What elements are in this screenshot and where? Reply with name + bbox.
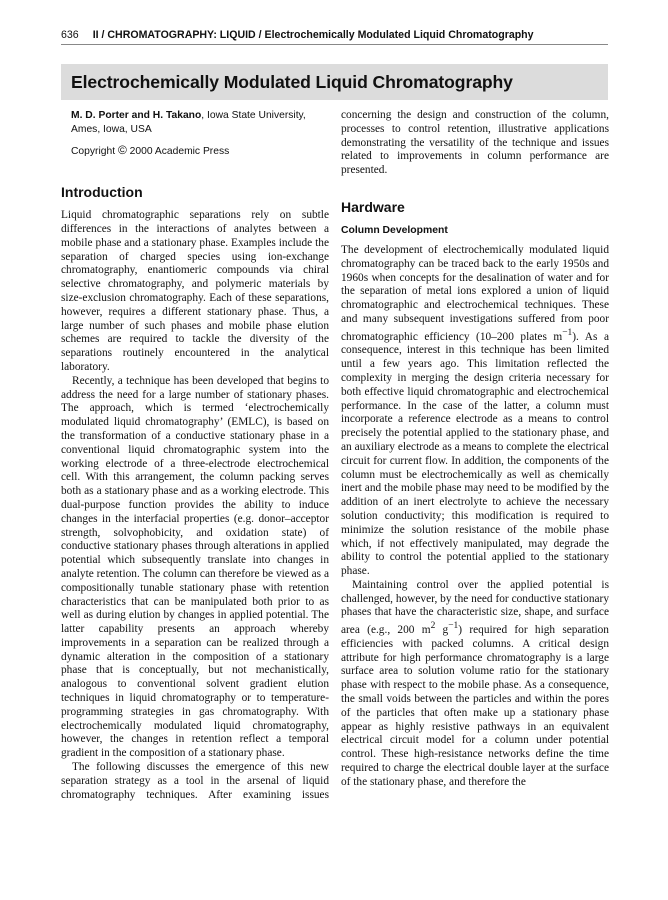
intro-paragraph-3-continued: concerning the design and construction of the column, processes to control retention, illustrative applications demonstrating the versatility of the technique and issues related to improvements in column performance are presented.: [341, 109, 609, 177]
copyright-text: 2000 Academic Press: [129, 146, 230, 158]
subsection-heading-column-development: Column Development: [341, 224, 448, 236]
hardware-p1-text-a: The development of electrochemically modulated liquid chromatography can be traced back to the early 1950s and 1960s when concepts for the desalination of water and for the separation of metal ions explored a union of liquid chromatographic and electrochemical techniques. These and many subsequent investigations suffered from poor chromatographic efficiency (10–200 plates m: [341, 243, 609, 343]
hardware-p1-text-b: ). As a consequence, interest in this technique has been limited until a few years ago. This limitation reflected the complexity in merging the design criteria necessary for both effective liquid chromatographic and electrochemical performance. In the case of the latter, a column must incorporate a reference electrode as a means to control precisely the potential applied to the stationary phase, and an auxiliary electrode as a means to complete the electrical circuit for current flow. In addition, the components of the column must be electrochemically as well as chemically inert and the mobile phase may need to be modified by the addition of an inert electrolyte to achieve the necessary solution conductivity; this modification is required to minimize the solution resistance of the mobile phase which, if not effectively manipulated, may degrade the ability to control the potential applied to the stationary phase.: [341, 330, 609, 578]
author-block: [71, 109, 329, 136]
left-column: [61, 109, 329, 802]
article-title-band: [61, 64, 608, 100]
author-names: M. D. Porter and H. Takano: [71, 110, 202, 121]
right-column: [341, 109, 609, 790]
copyright-line: [71, 143, 329, 157]
section-heading-hardware: Hardware: [341, 198, 405, 215]
intro-paragraph-2: Recently, a technique has been developed that begins to address the need for a large number of stationary phases. The approach, which is termed ‘electrochemically modulated liquid chromatography’ (EMLC), is based on the transformation of a conductive stationary phase in a conventional liquid chromatographic system into the working electrode of a three-electrode electrochemical cell. With this arrangement, the column packing serves both as a stationary phase and as a working electrode. This dual-purpose function provides the ability to induce changes in the interfacial properties (e.g. donor–acceptor strength, solvophobicity, and oxidation state) of conductive stationary phases through alterations in applied potential which subsequently translate into changes in analyte retention. The column can therefore be viewed as a compositionally tunable stationary phase with retention characteristics that can be manipulated both prior to as well as during elution by changes in applied potential. The latter capability presents an approach whereby improvements in a separation can be realized through a dynamic alteration in the composition of a stationary phase that is conceptually, but not mechanistically, analogous to conventional solvent gradient elution techniques in liquid chromatography or to temperature-programming strategies in gas chromatography. With electrochemically modulated liquid chromatography, however, the changes in retention reflect a temporal gradient in the composition of a stationary phase.: [61, 374, 329, 760]
section-heading-introduction: Introduction: [61, 184, 143, 201]
intro-paragraph-3: The following discusses the emergence of this new separation strategy as a tool in the arsenal of liquid chromatography techniques. After examining issues: [61, 761, 329, 801]
hardware-p2-text-b: ) required for high separation efficiencies with packed columns. A critical design attribute for high performance chromatography is a large surface area to solution volume ratio for the stationary phase with respect to the mobile phase. As a consequence, the small voids between the particles and within the pores of the particles that often make up a stationary phase appear as highly resistive pathways in an equivalent electrical circuit model for a column under potential control. These high-resistance networks define the time required to charge the electrical double layer at the surface of the stationary phase, and therefore the: [341, 624, 609, 788]
hardware-p2-text-a: Maintaining control over the applied potential is challenged, however, by the need for conductive stationary phases that have the characteristic size, shape, and surface area (e.g., 200 m: [341, 578, 609, 637]
hardware-paragraph-2: [341, 579, 609, 790]
author-affiliation: , Iowa State University, Ames, Iowa, USA: [71, 110, 306, 135]
hardware-p2-unit-exponent-1: 2: [430, 621, 436, 632]
copyright-label: Copyright: [71, 146, 116, 158]
intro-paragraph-1: Liquid chromatographic separations rely on subtle differences in the interactions of analytes between a mobile phase and a stationary phase. Examples include the separation of charged species using ion-exchange chromatography, enantiomeric compounds via chiral selective chromatography, and polymeric materials by size-exclusion chromatography. Each of these separations, however, requires a different stationary phase. Thus, a large number of such phases and mobile phase elution schemes are required to tackle the diversity of the separations routinely encountered in the analytical laboratory.: [61, 209, 329, 373]
running-head: [61, 29, 608, 45]
running-title: II / CHROMATOGRAPHY: LIQUID / Electrochemically Modulated Liquid Chromatography: [92, 29, 534, 41]
hardware-p2-unit-g: g: [435, 624, 449, 637]
hardware-paragraph-1: [341, 244, 609, 579]
hardware-p1-unit-exponent: −1: [562, 327, 573, 338]
copyright-symbol: ©: [117, 143, 127, 158]
page-number: 636: [61, 29, 79, 41]
article-title: Electrochemically Modulated Liquid Chromatography: [71, 71, 513, 92]
hardware-p2-unit-exponent-2: −1: [448, 621, 459, 632]
